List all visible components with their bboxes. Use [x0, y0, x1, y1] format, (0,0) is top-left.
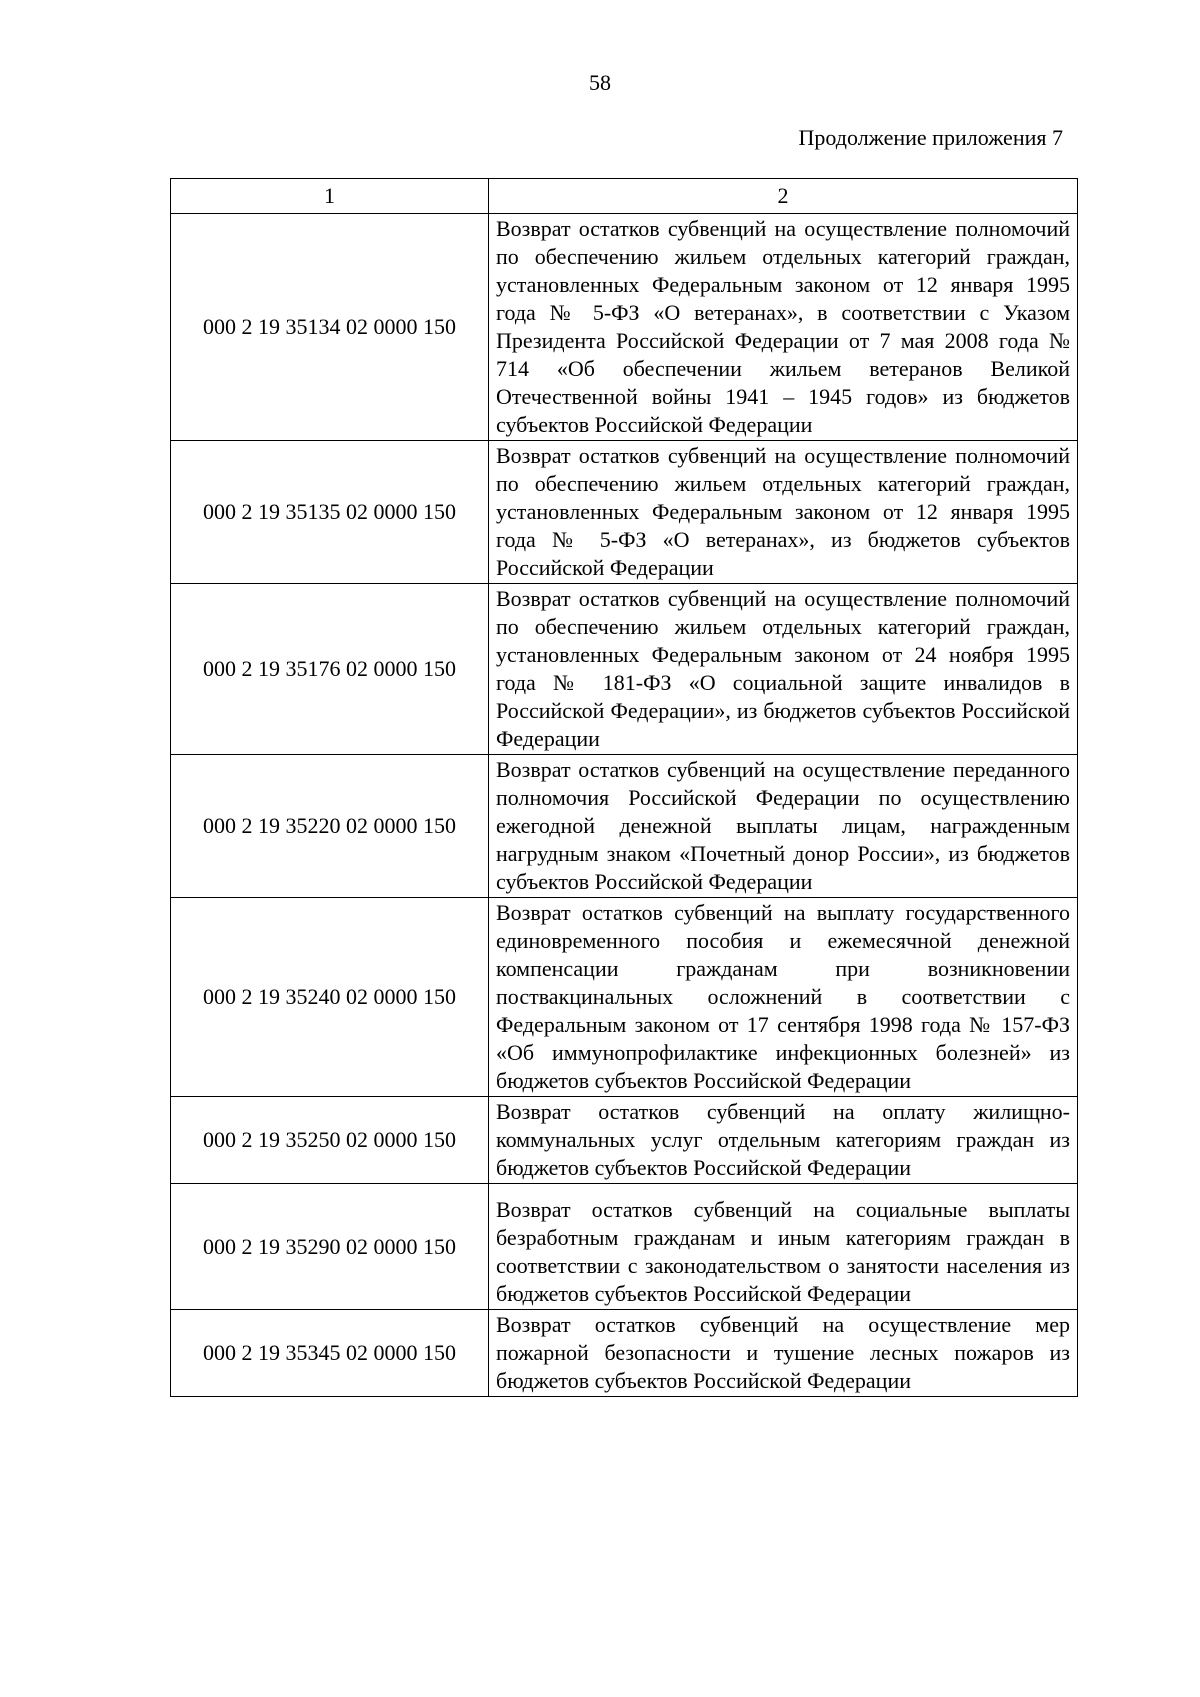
row-code: 000 2 19 35250 02 0000 150 — [171, 1097, 489, 1184]
column-header-description: 2 — [489, 179, 1078, 214]
row-description: Возврат остатков субвенций на осуществление мер пожарной безопасности и тушение лесных пожаров из бюджетов субъектов Российской Федерации — [489, 1310, 1078, 1397]
continuation-title: Продолжение приложения 7 — [798, 125, 1063, 150]
table-row — [171, 755, 1078, 898]
row-code: 000 2 19 35220 02 0000 150 — [171, 755, 489, 898]
table-header-row — [171, 179, 1078, 214]
table-row — [171, 1097, 1078, 1184]
table-row — [171, 1184, 1078, 1310]
table-row — [171, 898, 1078, 1097]
table-row — [171, 214, 1078, 441]
table-row — [171, 1310, 1078, 1397]
row-code: 000 2 19 35135 02 0000 150 — [171, 441, 489, 584]
column-header-code: 1 — [171, 179, 489, 214]
row-description: Возврат остатков субвенций на осуществление переданного полномочия Российской Федерации по осуществлению ежегодной денежной выплаты лицам, награжденным нагрудным знаком «Почетный донор России», из бюджетов субъектов Российской Федерации — [489, 755, 1078, 898]
budget-classification-table — [170, 178, 1078, 1397]
row-description: Возврат остатков субвенций на выплату государственного единовременного пособия и ежемесячной денежной компенсации гражданам при возникновении поствакцинальных осложнений в соответствии с Федеральным законом от 17 сентября 1998 года № 157-ФЗ «Об иммунопрофилактике инфекционных болезней» из бюджетов субъектов Российской Федерации — [489, 898, 1078, 1097]
row-description: Возврат остатков субвенций на осуществление полномочий по обеспечению жильем отдельных категорий граждан, установленных Федеральным законом от 12 января 1995 года № 5-ФЗ «О ветеранах», в соответствии с Указом Президента Российской Федерации от 7 мая 2008 года № 714 «Об обеспечении жильем ветеранов Великой Отечественной войны 1941 – 1945 годов» из бюджетов субъектов Российской Федерации — [489, 214, 1078, 441]
row-description: Возврат остатков субвенций на осуществление полномочий по обеспечению жильем отдельных категорий граждан, установленных Федеральным законом от 24 ноября 1995 года № 181-ФЗ «О социальной защите инвалидов в Российской Федерации», из бюджетов субъектов Российской Федерации — [489, 584, 1078, 755]
row-code: 000 2 19 35345 02 0000 150 — [171, 1310, 489, 1397]
row-code: 000 2 19 35134 02 0000 150 — [171, 214, 489, 441]
row-description: Возврат остатков субвенций на осуществление полномочий по обеспечению жильем отдельных категорий граждан, установленных Федеральным законом от 12 января 1995 года № 5-ФЗ «О ветеранах», из бюджетов субъектов Российской Федерации — [489, 441, 1078, 584]
row-code: 000 2 19 35176 02 0000 150 — [171, 584, 489, 755]
row-description: Возврат остатков субвенций на социальные выплаты безработным гражданам и иным категориям граждан в соответствии с законодательством о занятости населения из бюджетов субъектов Российской Федерации — [489, 1184, 1078, 1310]
row-code: 000 2 19 35240 02 0000 150 — [171, 898, 489, 1097]
row-description: Возврат остатков субвенций на оплату жилищно-коммунальных услуг отдельным категориям граждан из бюджетов субъектов Российской Федерации — [489, 1097, 1078, 1184]
page-number: 58 — [589, 70, 611, 95]
row-code: 000 2 19 35290 02 0000 150 — [171, 1184, 489, 1310]
table-row — [171, 441, 1078, 584]
table-row — [171, 584, 1078, 755]
